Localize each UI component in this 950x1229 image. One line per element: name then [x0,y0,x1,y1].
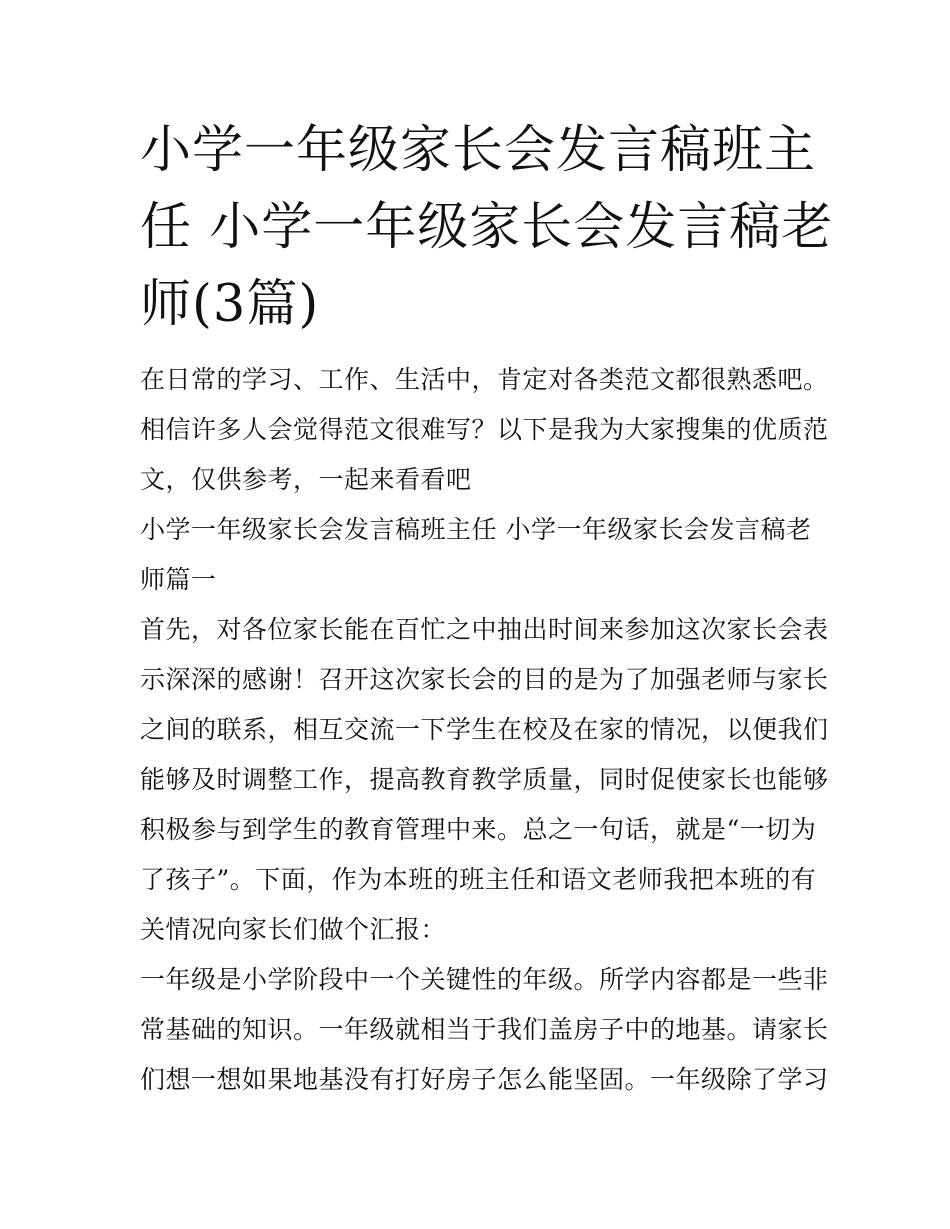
text-line: 相信许多人会觉得范文很难写？以下是我为大家搜集的优质范 [140,415,829,444]
section-heading [140,505,830,605]
intro-paragraph [140,355,830,505]
body-paragraph-2 [140,955,830,1105]
text-line: 首先，对各位家长能在百忙之中抽出时间来参加这次家长会表 [140,615,829,644]
text-line: 积极参与到学生的教育管理中来。总之一句话，就是“一切为 [140,815,817,844]
text-line: 了孩子”。下面，作为本班的班主任和语文老师我把本班的有 [140,865,817,894]
text-line: 们想一想如果地基没有打好房子怎么能坚固。一年级除了学习 [140,1065,829,1094]
text-line: 一年级是小学阶段中一个关键性的年级。所学内容都是一些非 [140,965,829,994]
text-line: 师篇一 [140,565,217,594]
text-line: 小学一年级家长会发言稿班主任 小学一年级家长会发言稿老 [140,515,812,544]
text-line: 在日常的学习、工作、生活中，肯定对各类范文都很熟悉吧。 [140,365,829,394]
title-line: 任 小学一年级家长会发言稿老 [140,198,834,257]
body-paragraph-1 [140,605,830,955]
text-line: 能够及时调整工作，提高教育教学质量，同时促使家长也能够 [140,765,829,794]
text-line: 常基础的知识。一年级就相当于我们盖房子中的地基。请家长 [140,1015,829,1044]
document-title [140,112,840,343]
text-line: 关情况向家长们做个汇报： [140,915,447,944]
title-line: 师(3篇) [140,275,320,334]
text-line: 之间的联系，相互交流一下学生在校及在家的情况，以便我们 [140,715,829,744]
title-line: 小学一年级家长会发言稿班主 [140,121,817,180]
text-line: 文，仅供参考，一起来看看吧 [140,465,472,494]
text-line: 示深深的感谢！召开这次家长会的目的是为了加强老师与家长 [140,665,829,694]
